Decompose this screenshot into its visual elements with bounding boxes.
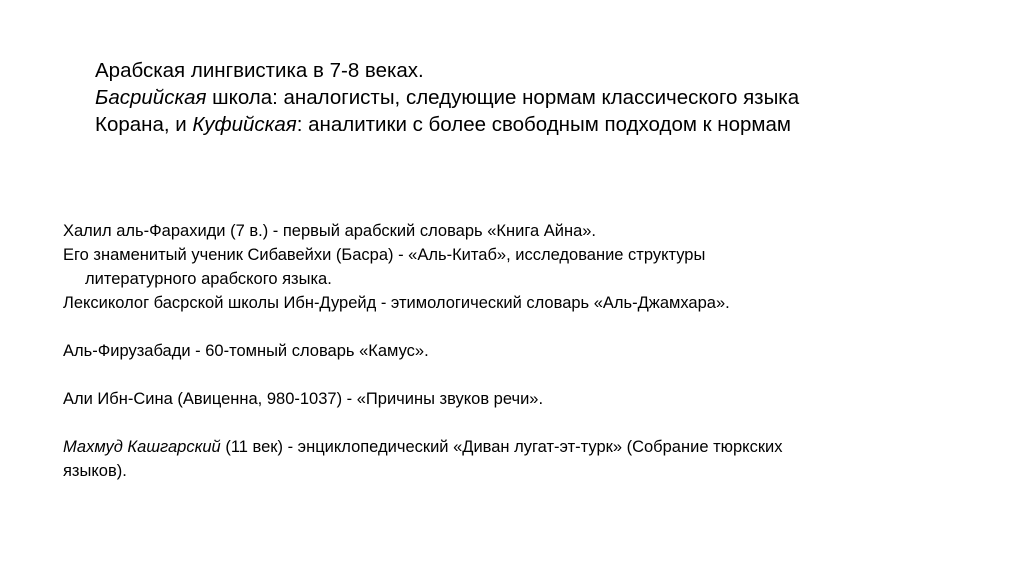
kashgari-name-italic: Махмуд Кашгарский: [63, 438, 221, 456]
paragraph-sibawayh: Его знаменитый ученик Сибавейхи (Басра) - «Аль-Китаб», исследование структуры: [63, 246, 706, 264]
spacer: [63, 315, 963, 339]
title-line-3: [95, 111, 995, 138]
paragraph-kashgari-rest: (11 век) - энциклопедический «Диван лугат-эт-турк» (Собрание тюркских: [220, 438, 783, 456]
title-kufa-italic: Куфийская: [192, 113, 297, 136]
slide-body: [63, 219, 963, 483]
paragraph-firuzabadi: Аль-Фирузабади - 60-томный словарь «Камус».: [63, 342, 429, 360]
title-line-3-rest: : аналитики с более свободным подходом к нормам: [296, 113, 792, 136]
paragraph-khalil: Халил аль-Фарахиди (7 в.) - первый арабский словарь «Книга Айна».: [63, 222, 597, 240]
slide-title: [95, 57, 995, 138]
paragraph-sibawayh-cont: литературного арабского языка.: [85, 270, 332, 288]
title-line-2: [95, 84, 995, 111]
title-line-2-rest: школа: аналогисты, следующие нормам классического языка: [206, 86, 800, 109]
title-basra-italic: Басрийская: [95, 86, 207, 109]
paragraph-ibn-sina: Али Ибн-Сина (Авиценна, 980-1037) - «Причины звуков речи».: [63, 390, 544, 408]
title-line-1: Арабская лингвистика в 7-8 веках.: [95, 59, 424, 82]
title-line-3-start: Корана, и: [95, 113, 193, 136]
paragraph-kashgari-cont: языков).: [63, 462, 127, 480]
paragraph-kashgari: [63, 435, 963, 459]
paragraph-ibn-durayd: Лексиколог басрской школы Ибн-Дурейд - этимологический словарь «Аль-Джамхара».: [63, 294, 730, 312]
spacer: [63, 411, 963, 435]
spacer: [63, 363, 963, 387]
